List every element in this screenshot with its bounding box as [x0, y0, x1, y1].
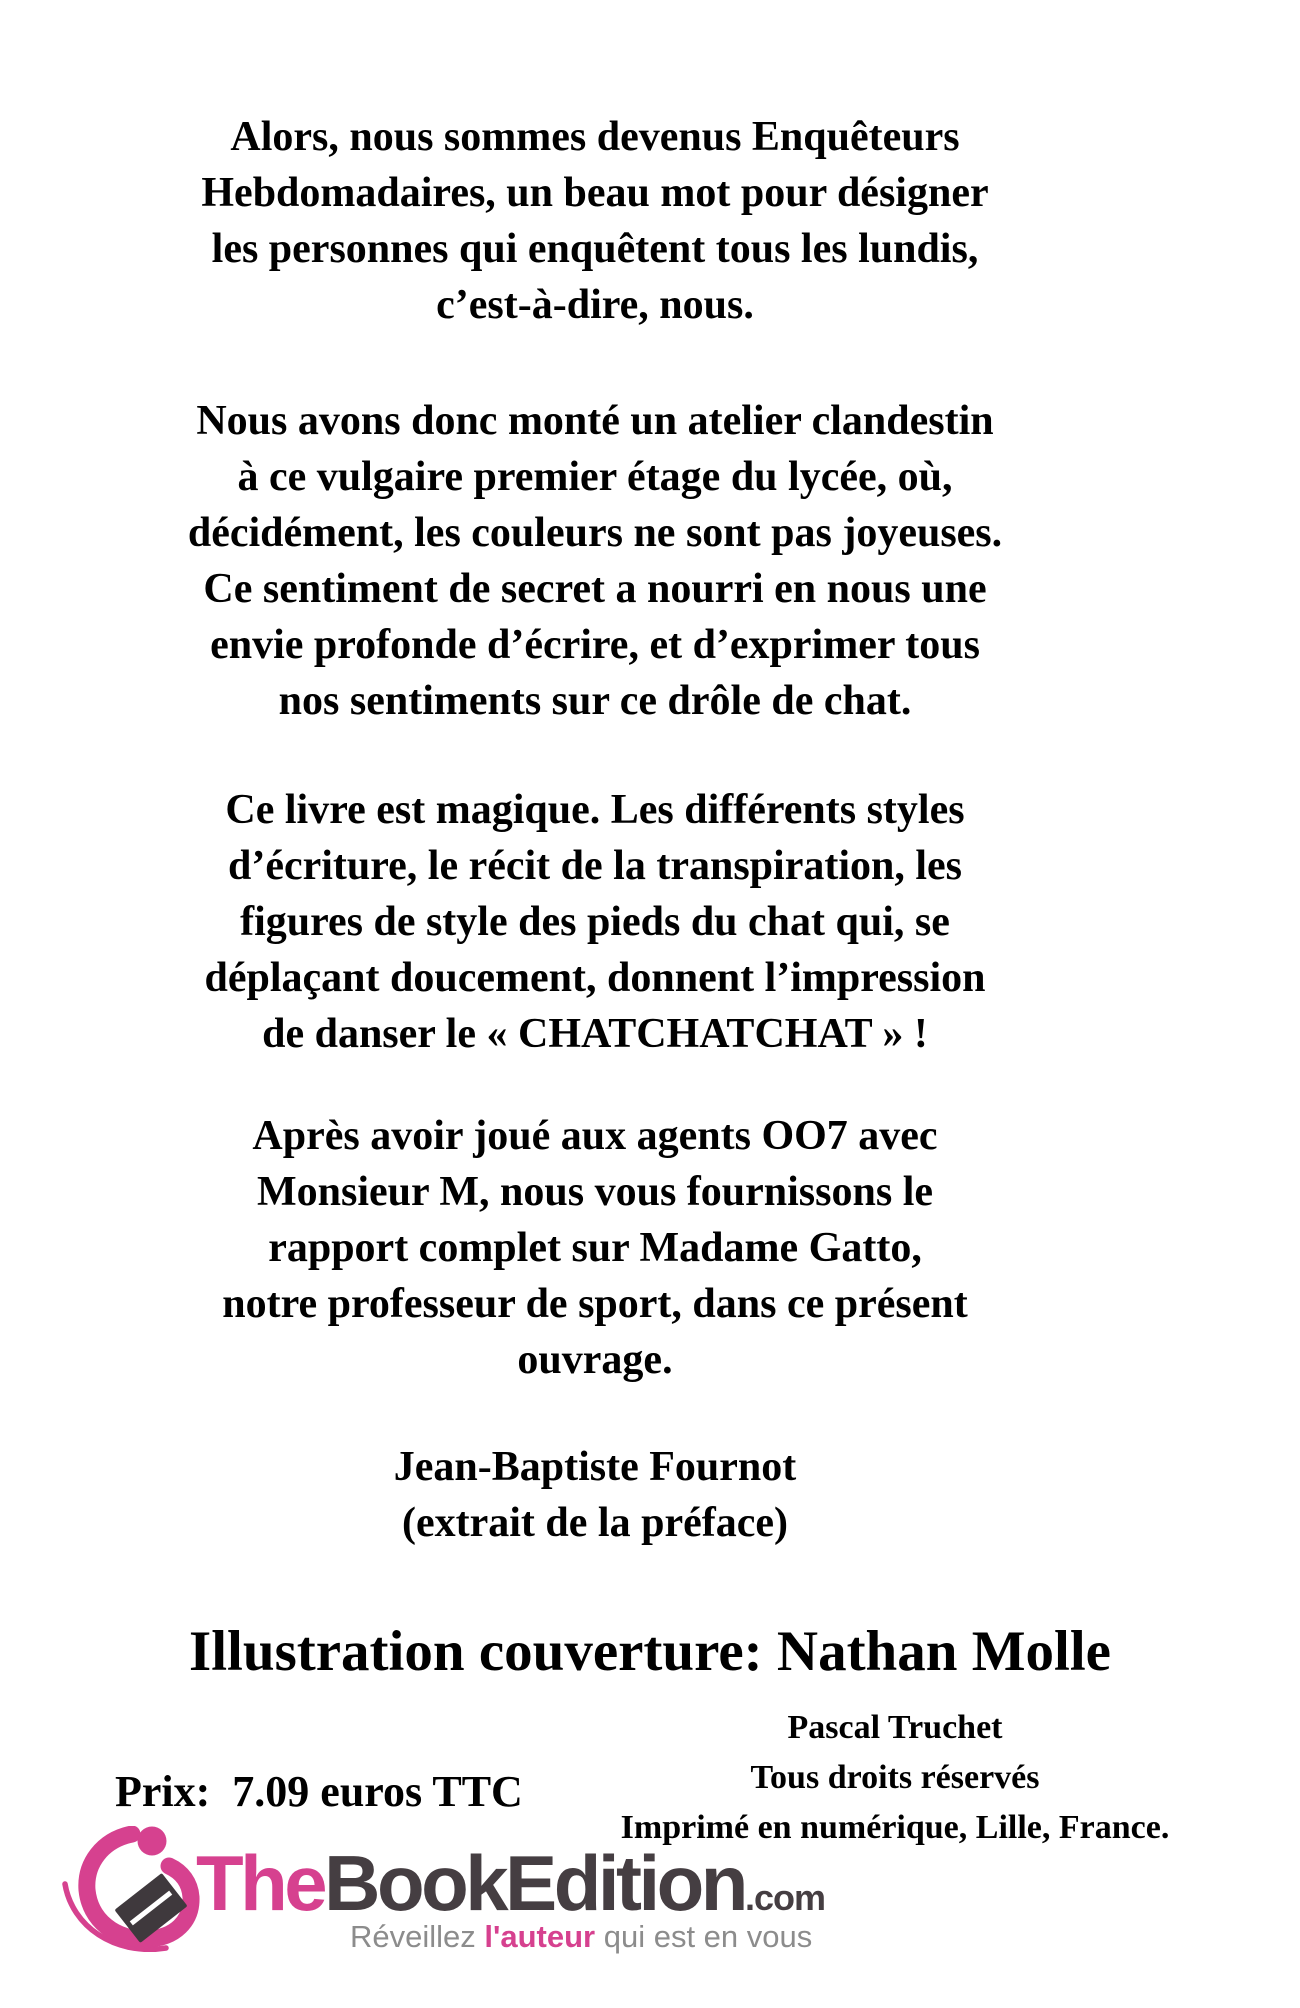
- text-line: Hebdomadaires, un beau mot pour désigner: [201, 170, 989, 216]
- text-line: à ce vulgaire premier étage du lycée, où,: [237, 454, 953, 500]
- logo-tagline: [350, 1920, 812, 1954]
- text-line: de danser le « CHATCHATCHAT » !: [262, 1011, 928, 1057]
- text-line: c’est-à-dire, nous.: [436, 282, 754, 328]
- text-line: Pascal Truchet: [787, 1709, 1003, 1746]
- publisher-info: [545, 1703, 1245, 1853]
- text-line: nos sentiments sur ce drôle de chat.: [278, 678, 912, 724]
- text-line: Après avoir joué aux agents OO7 avec: [252, 1113, 938, 1159]
- text-line: les personnes qui enquêtent tous les lundis,: [211, 226, 979, 272]
- text-line: Alors, nous sommes devenus Enquêteurs: [230, 114, 960, 160]
- wordmark-com: .com: [744, 1877, 825, 1918]
- text-line: d’écriture, le récit de la transpiration, les: [227, 843, 963, 889]
- preface-signature: [0, 1439, 1190, 1551]
- text-line: décidément, les couleurs ne sont pas joyeuses.: [187, 510, 1003, 556]
- text-line: Ce sentiment de secret a nourri en nous une: [203, 566, 987, 612]
- logo-head-dot: [138, 1827, 167, 1856]
- tagline-highlight: l'auteur: [484, 1919, 596, 1954]
- text-line: notre professeur de sport, dans ce présent: [222, 1281, 968, 1327]
- text-line: Ce livre est magique. Les différents styles: [225, 787, 965, 833]
- wordmark-bookedition: BookEdition: [324, 1839, 745, 1927]
- text-line: figures de style des pieds du chat qui, se: [240, 899, 950, 945]
- illustration-credit: Illustration couverture: Nathan Molle: [189, 1620, 1111, 1683]
- price-value: 7.09 euros TTC: [232, 1767, 523, 1816]
- text-line: Imprimé en numérique, Lille, France.: [620, 1809, 1170, 1846]
- quote-paragraph-1: [0, 109, 1190, 333]
- text-line: (extrait de la préface): [402, 1500, 788, 1546]
- text-line: déplaçant doucement, donnent l’impression: [204, 955, 986, 1001]
- tagline-pre: Réveillez: [350, 1919, 485, 1954]
- text-line: rapport complet sur Madame Gatto,: [268, 1225, 922, 1271]
- text-line: Nous avons donc monté un atelier clandestin: [196, 398, 994, 444]
- quote-paragraph-4: [0, 1108, 1190, 1388]
- text-line: Monsieur M, nous vous fournissons le: [256, 1169, 934, 1215]
- text-line: ouvrage.: [517, 1337, 673, 1383]
- quote-paragraph-3: [0, 782, 1190, 1062]
- tagline-post: qui est en vous: [595, 1919, 813, 1954]
- price-label: Prix:: [115, 1767, 211, 1816]
- wordmark-the: The: [196, 1839, 325, 1927]
- text-line: envie profonde d’écrire, et d’exprimer tous: [210, 622, 980, 668]
- text-line: Jean-Baptiste Fournot: [393, 1444, 797, 1490]
- quote-paragraph-2: [0, 393, 1190, 729]
- price: [115, 1768, 523, 1816]
- text-line: Tous droits réservés: [750, 1759, 1040, 1796]
